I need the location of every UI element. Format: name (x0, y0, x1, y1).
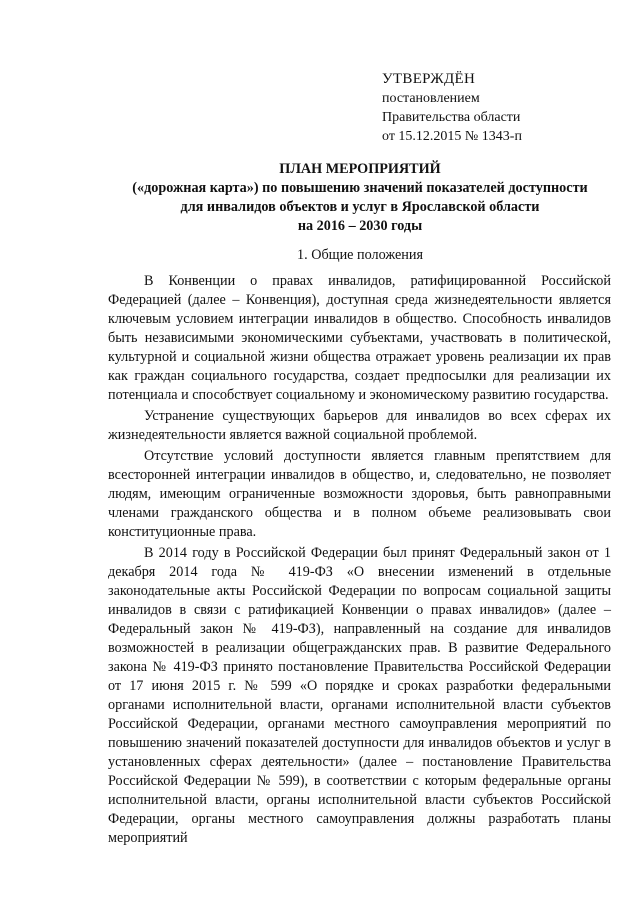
approval-title: УТВЕРЖДЁН (382, 71, 476, 87)
section-title: 1. Общие положения (297, 247, 423, 263)
document-subtitle: для инвалидов объектов и услуг в Ярославской области (180, 199, 540, 215)
document-heading (90, 160, 630, 236)
approval-stamp (382, 70, 522, 146)
document-body (108, 272, 611, 848)
paragraph: В 2014 году в Российской Федерации был принят Федеральный закон от 1 декабря 2014 года № 419-ФЗ «О внесении изменений в отдельные законодательные акты Российской Федерации по вопросам социальной защиты инвалидов в связи с ратификацией Конвенции о правах инвалидов» (далее – Федеральный закон № 419-ФЗ), направленный на создание для инвалидов возможностей в реализации общегражданских прав. В развитие Федерального закона № 419-ФЗ принято постановление Правительства Российской Федерации от 17 июня 2015 г. № 599 «О порядке и сроках разработки федеральными органами исполнительной власти, органами исполнительной власти субъектов Российской Федерации, органами местного самоуправления мероприятий по повышению значений показателей доступности для инвалидов объектов и услуг в установленных сферах деятельности» (далее – постановление Правительства Российской Федерации № 599), в соответствии с которым федеральные органы исполнительной власти, органы исполнительной власти субъектов Российской Федерации, органы местного самоуправления должны разработать планы мероприятий (108, 545, 611, 846)
paragraph: Отсутствие условий доступности является главным препятствием для всесторонней интеграции инвалидов в общество, и, следовательно, не позволяет людям, имеющим ограниченные возможности здоровья, быть равноправными членами гражданского общества и в полном объеме реализовывать свои конституционные права. (108, 448, 611, 540)
document-subtitle: («дорожная карта») по повышению значений показателей доступности (132, 180, 588, 196)
approval-date: от 15.12.2015 № 1343-п (382, 129, 522, 144)
approval-line: Правительства области (382, 110, 521, 125)
document-period: на 2016 – 2030 годы (297, 218, 423, 234)
document-title: ПЛАН МЕРОПРИЯТИЙ (279, 161, 441, 177)
paragraph: Устранение существующих барьеров для инвалидов во всех сферах их жизнедеятельности является важной социальной проблемой. (108, 408, 611, 443)
paragraph: В Конвенции о правах инвалидов, ратифицированной Российской Федерацией (далее – Конвенция), доступная среда жизнедеятельности является ключевым условием интеграции инвалидов в общество. Способность инвалидов быть независимыми экономическими субъектами, участвовать в политической, культурной и социальной жизни общества отражает уровень реализации их прав как граждан социального государства, создает предпосылки для реализации их потенциала и способствует социальному и экономическому развитию государства. (108, 273, 611, 403)
approval-line: постановлением (382, 91, 480, 106)
